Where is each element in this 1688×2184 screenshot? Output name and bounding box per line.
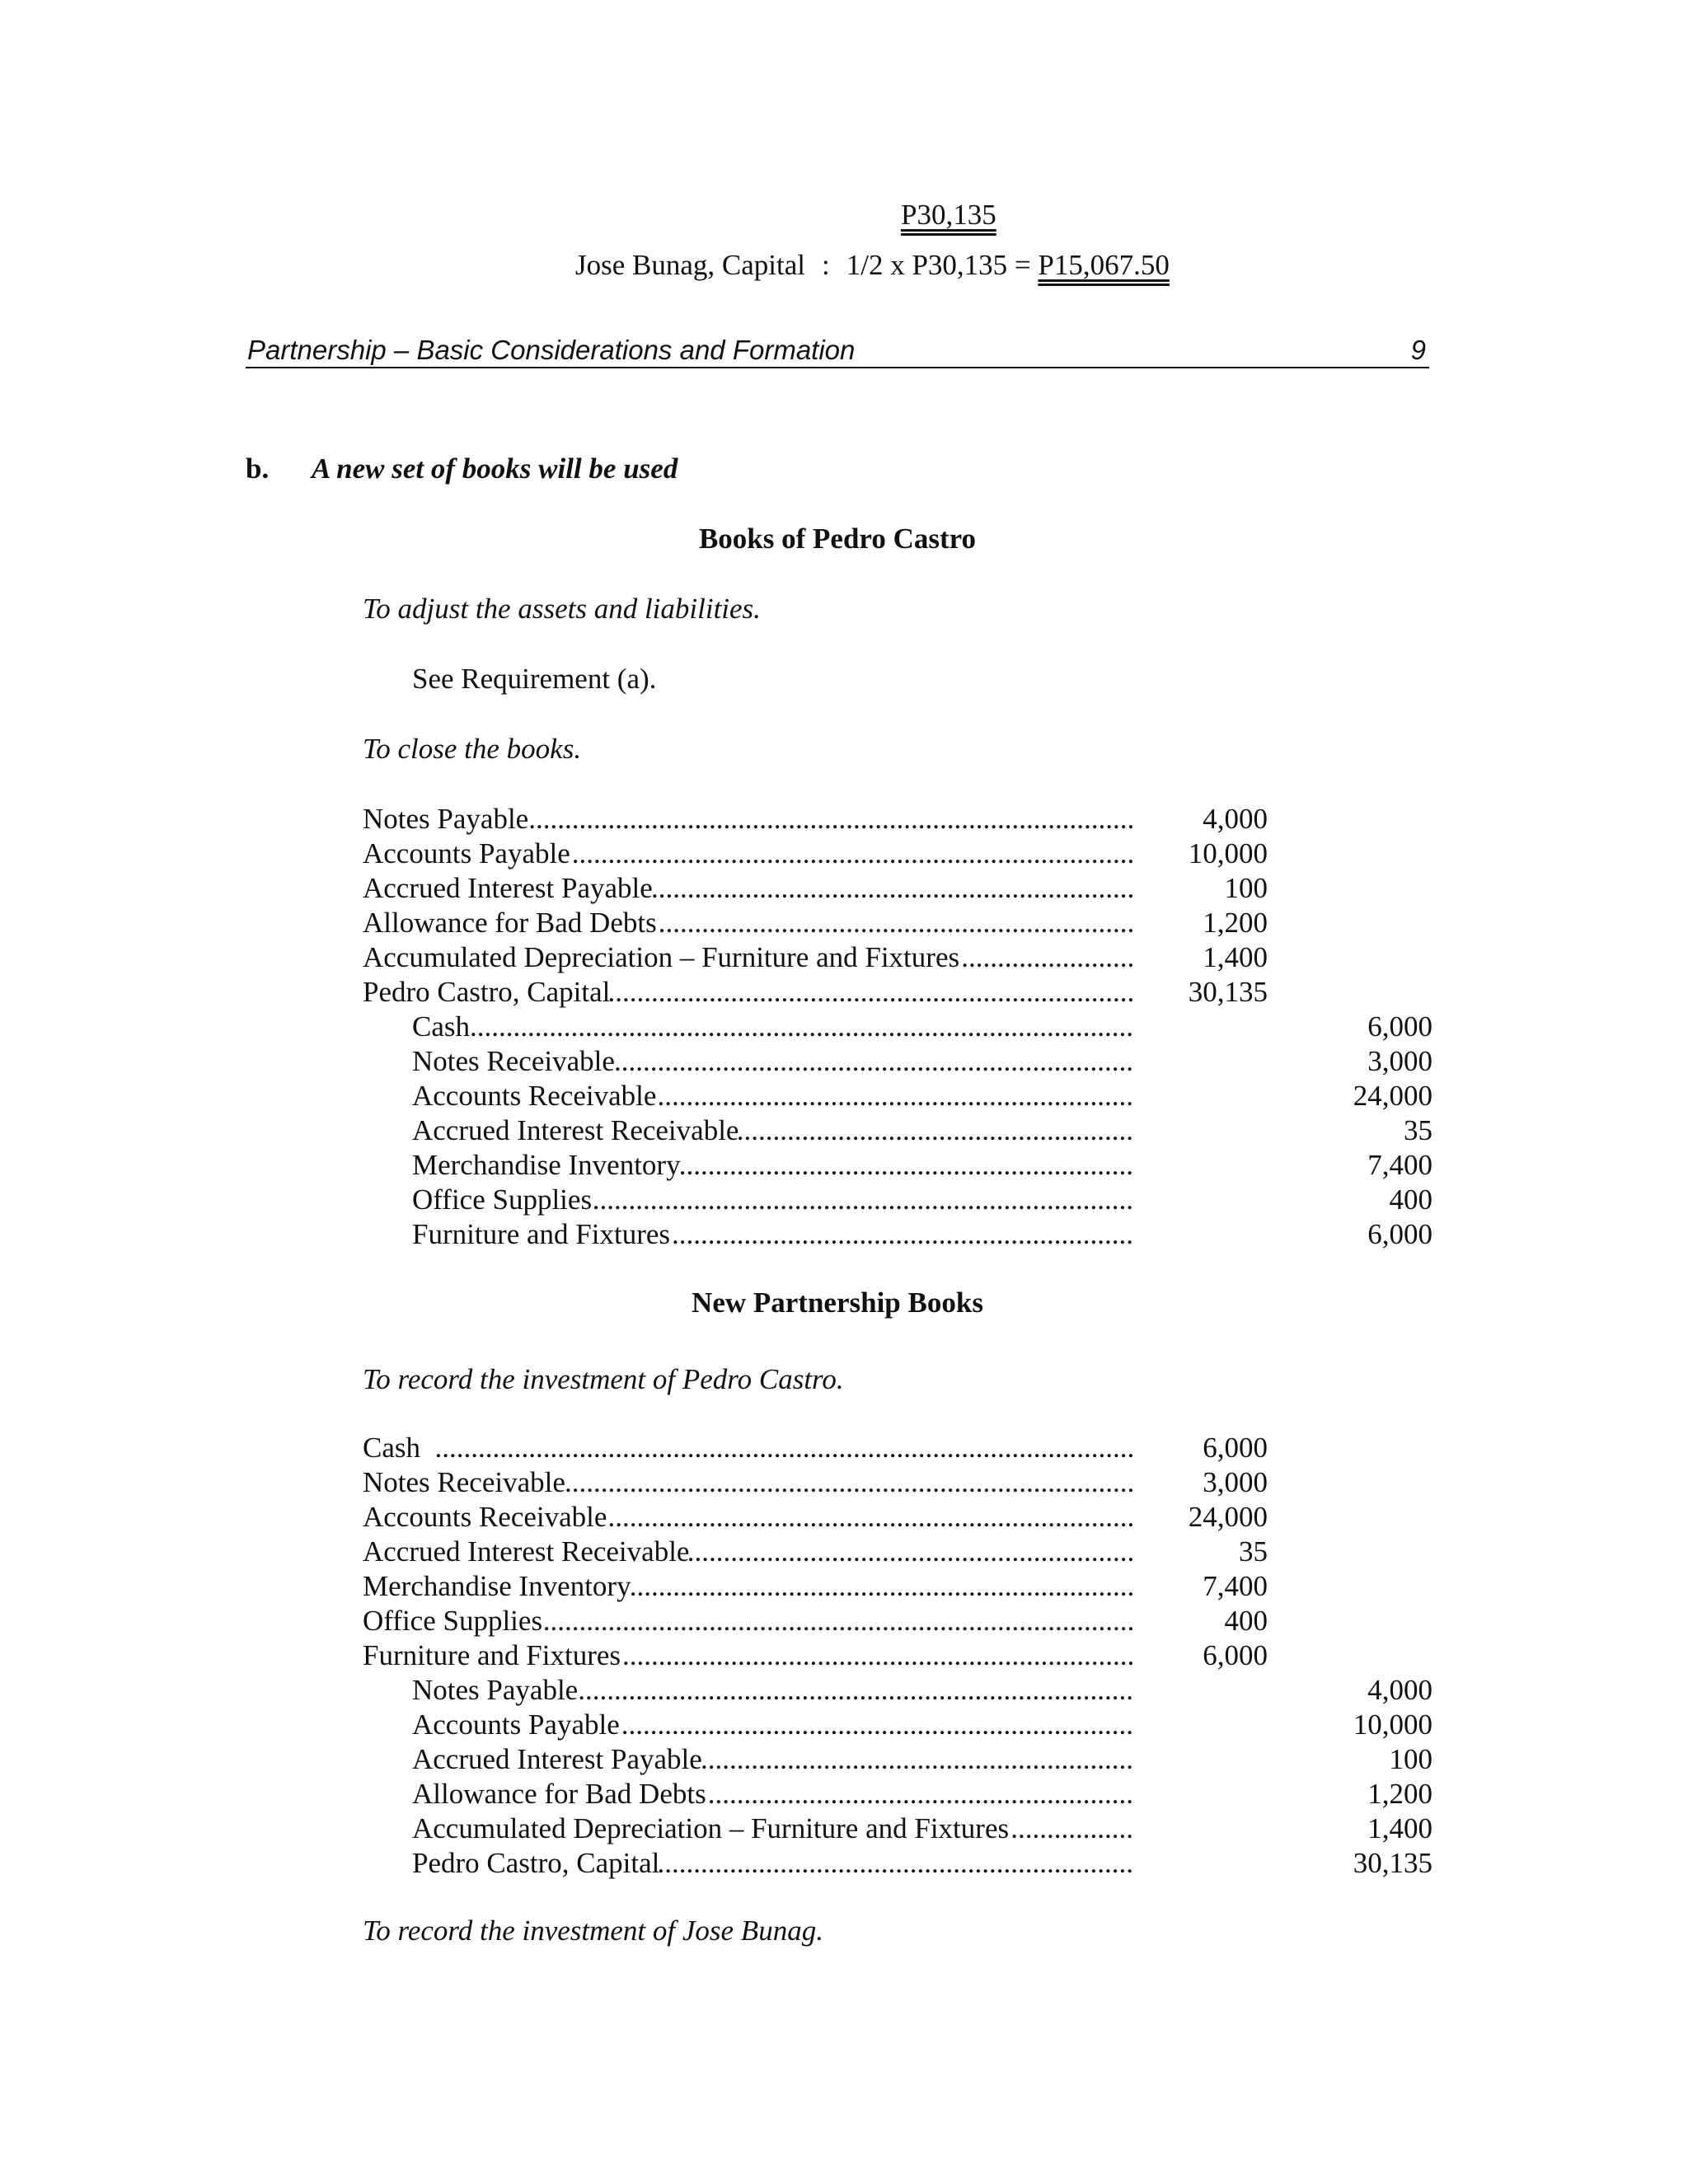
debit-amount: 100 [1224, 872, 1268, 904]
account-label: Accumulated Depreciation – Furniture and Fixtures [363, 941, 960, 973]
credit-amount: 1,400 [1367, 1812, 1432, 1844]
debit-amount: 10,000 [1188, 837, 1268, 869]
section-title: A new set of books will be used [312, 452, 678, 485]
debit-amount: 24,000 [1188, 1501, 1268, 1533]
debit-amount: 35 [1239, 1535, 1268, 1568]
account-name [412, 1148, 1133, 1183]
account-label: Accounts Payable [412, 1708, 620, 1741]
account-name [363, 1638, 1133, 1673]
bunag-capital-computation [575, 248, 1170, 283]
journal-row [363, 1777, 1434, 1811]
see-requirement-note: See Requirement (a). [412, 663, 657, 695]
account-label: Accrued Interest Payable [363, 872, 653, 904]
account-label: Furniture and Fixtures [363, 1639, 621, 1671]
journal-row [363, 1500, 1434, 1535]
account-label: Accrued Interest Receivable [412, 1114, 739, 1146]
closing-journal-entry [363, 802, 1434, 1252]
credit-amount: 24,000 [1353, 1080, 1432, 1112]
journal-row [363, 1604, 1434, 1638]
journal-row [363, 1148, 1434, 1183]
capital-total [901, 198, 996, 232]
computation-formula: 1/2 x P30,135 = [846, 249, 1031, 281]
account-name [412, 1113, 1133, 1148]
journal-row [363, 1010, 1434, 1044]
account-name [412, 1044, 1133, 1079]
account-name [412, 1777, 1133, 1811]
account-label: Notes Receivable [412, 1045, 615, 1077]
account-label: Pedro Castro, Capital [363, 976, 611, 1008]
account-name [412, 1217, 1133, 1252]
journal-row [363, 837, 1434, 871]
credit-amount: 10,000 [1353, 1708, 1432, 1741]
debit-amount: 3,000 [1203, 1466, 1268, 1498]
account-name [412, 1010, 1133, 1044]
credit-amount: 7,400 [1367, 1149, 1432, 1181]
books-of-pedro-castro-heading: Books of Pedro Castro [698, 523, 977, 555]
account-name [363, 871, 1133, 906]
credit-amount: 400 [1389, 1183, 1432, 1216]
account-name [363, 906, 1133, 940]
journal-row [363, 1846, 1434, 1881]
account-name [363, 1431, 1133, 1465]
account-name [412, 1846, 1133, 1881]
account-name [412, 1811, 1133, 1846]
journal-row [363, 1079, 1434, 1113]
credit-amount: 3,000 [1367, 1045, 1432, 1077]
account-label: Merchandise Inventory [412, 1149, 681, 1181]
debit-amount: 6,000 [1203, 1432, 1268, 1464]
bunag-capital-label: Jose Bunag, Capital [575, 249, 805, 281]
account-name [363, 837, 1133, 871]
journal-row [363, 940, 1434, 975]
note-adjust-assets: To adjust the assets and liabilities. [363, 593, 761, 625]
account-label: Merchandise Inventory [363, 1570, 631, 1602]
journal-row [363, 1638, 1434, 1673]
credit-amount: 6,000 [1367, 1010, 1432, 1043]
computation-colon: : [822, 249, 830, 281]
account-label: Accounts Receivable [412, 1080, 657, 1112]
bunag-capital-result: P15,067.50 [1038, 249, 1170, 281]
note-invest-bunag: To record the investment of Jose Bunag. [363, 1915, 823, 1947]
chapter-title: Partnership – Basic Considerations and Formation [247, 335, 856, 365]
journal-row [363, 1742, 1434, 1777]
debit-amount: 30,135 [1188, 976, 1268, 1008]
journal-row [363, 1217, 1434, 1252]
journal-row [363, 975, 1434, 1010]
capital-total-value: P30,135 [901, 199, 996, 231]
account-name [412, 1183, 1133, 1217]
account-name [412, 1708, 1133, 1742]
section-letter: b. [246, 452, 270, 485]
account-label: Notes Receivable [363, 1466, 565, 1498]
credit-amount: 30,135 [1353, 1847, 1432, 1879]
debit-amount: 1,200 [1203, 907, 1268, 939]
account-label: Accounts Receivable [363, 1501, 607, 1533]
debit-amount: 6,000 [1203, 1639, 1268, 1671]
account-label: Accrued Interest Receivable [363, 1535, 690, 1568]
castro-investment-journal-entry [363, 1431, 1434, 1881]
journal-row [363, 1673, 1434, 1708]
journal-row [363, 1708, 1434, 1742]
account-label: Furniture and Fixtures [412, 1218, 671, 1250]
new-partnership-books-heading: New Partnership Books [692, 1286, 983, 1319]
journal-row [363, 1569, 1434, 1604]
debit-amount: 1,400 [1203, 941, 1268, 973]
account-label: Office Supplies [412, 1183, 593, 1216]
credit-amount: 35 [1404, 1114, 1432, 1146]
account-label: Allowance for Bad Debts [363, 907, 657, 939]
journal-row [363, 802, 1434, 837]
account-label: Accounts Payable [363, 837, 570, 869]
account-name [363, 1604, 1133, 1638]
journal-row [363, 1535, 1434, 1569]
account-label: Allowance for Bad Debts [412, 1778, 706, 1810]
account-label: Accumulated Depreciation – Furniture and Fixtures [412, 1812, 1010, 1844]
account-label: Accrued Interest Payable [412, 1743, 702, 1775]
debit-amount: 400 [1224, 1605, 1268, 1637]
account-name [363, 1569, 1133, 1604]
debit-amount: 4,000 [1203, 803, 1268, 835]
credit-amount: 1,200 [1367, 1778, 1432, 1810]
credit-amount: 6,000 [1367, 1218, 1432, 1250]
account-label: Office Supplies [363, 1605, 543, 1637]
account-name [363, 940, 1133, 975]
account-name [363, 802, 1133, 837]
journal-row [363, 906, 1434, 940]
note-close-books: To close the books. [363, 733, 582, 765]
journal-row [363, 1183, 1434, 1217]
account-name [363, 1465, 1133, 1500]
account-name [363, 1535, 1133, 1569]
account-name [363, 975, 1133, 1010]
account-name [412, 1742, 1133, 1777]
account-name [363, 1500, 1133, 1535]
account-label: Notes Payable [363, 803, 529, 835]
account-name [412, 1673, 1133, 1708]
journal-row [363, 1465, 1434, 1500]
credit-amount: 100 [1389, 1743, 1432, 1775]
account-label: Notes Payable [412, 1674, 579, 1706]
journal-row [363, 1811, 1434, 1846]
journal-row [363, 1113, 1434, 1148]
journal-row [363, 1431, 1434, 1465]
page-number: 9 [1410, 335, 1426, 365]
debit-amount: 7,400 [1203, 1570, 1268, 1602]
journal-row [363, 871, 1434, 906]
account-label: Cash [412, 1010, 470, 1043]
note-invest-castro: To record the investment of Pedro Castro. [363, 1363, 844, 1395]
journal-row [363, 1044, 1434, 1079]
account-label: Pedro Castro, Capital [412, 1847, 660, 1879]
account-name [412, 1079, 1133, 1113]
credit-amount: 4,000 [1367, 1674, 1432, 1706]
running-header [246, 334, 1429, 368]
account-label: Cash [363, 1432, 435, 1464]
